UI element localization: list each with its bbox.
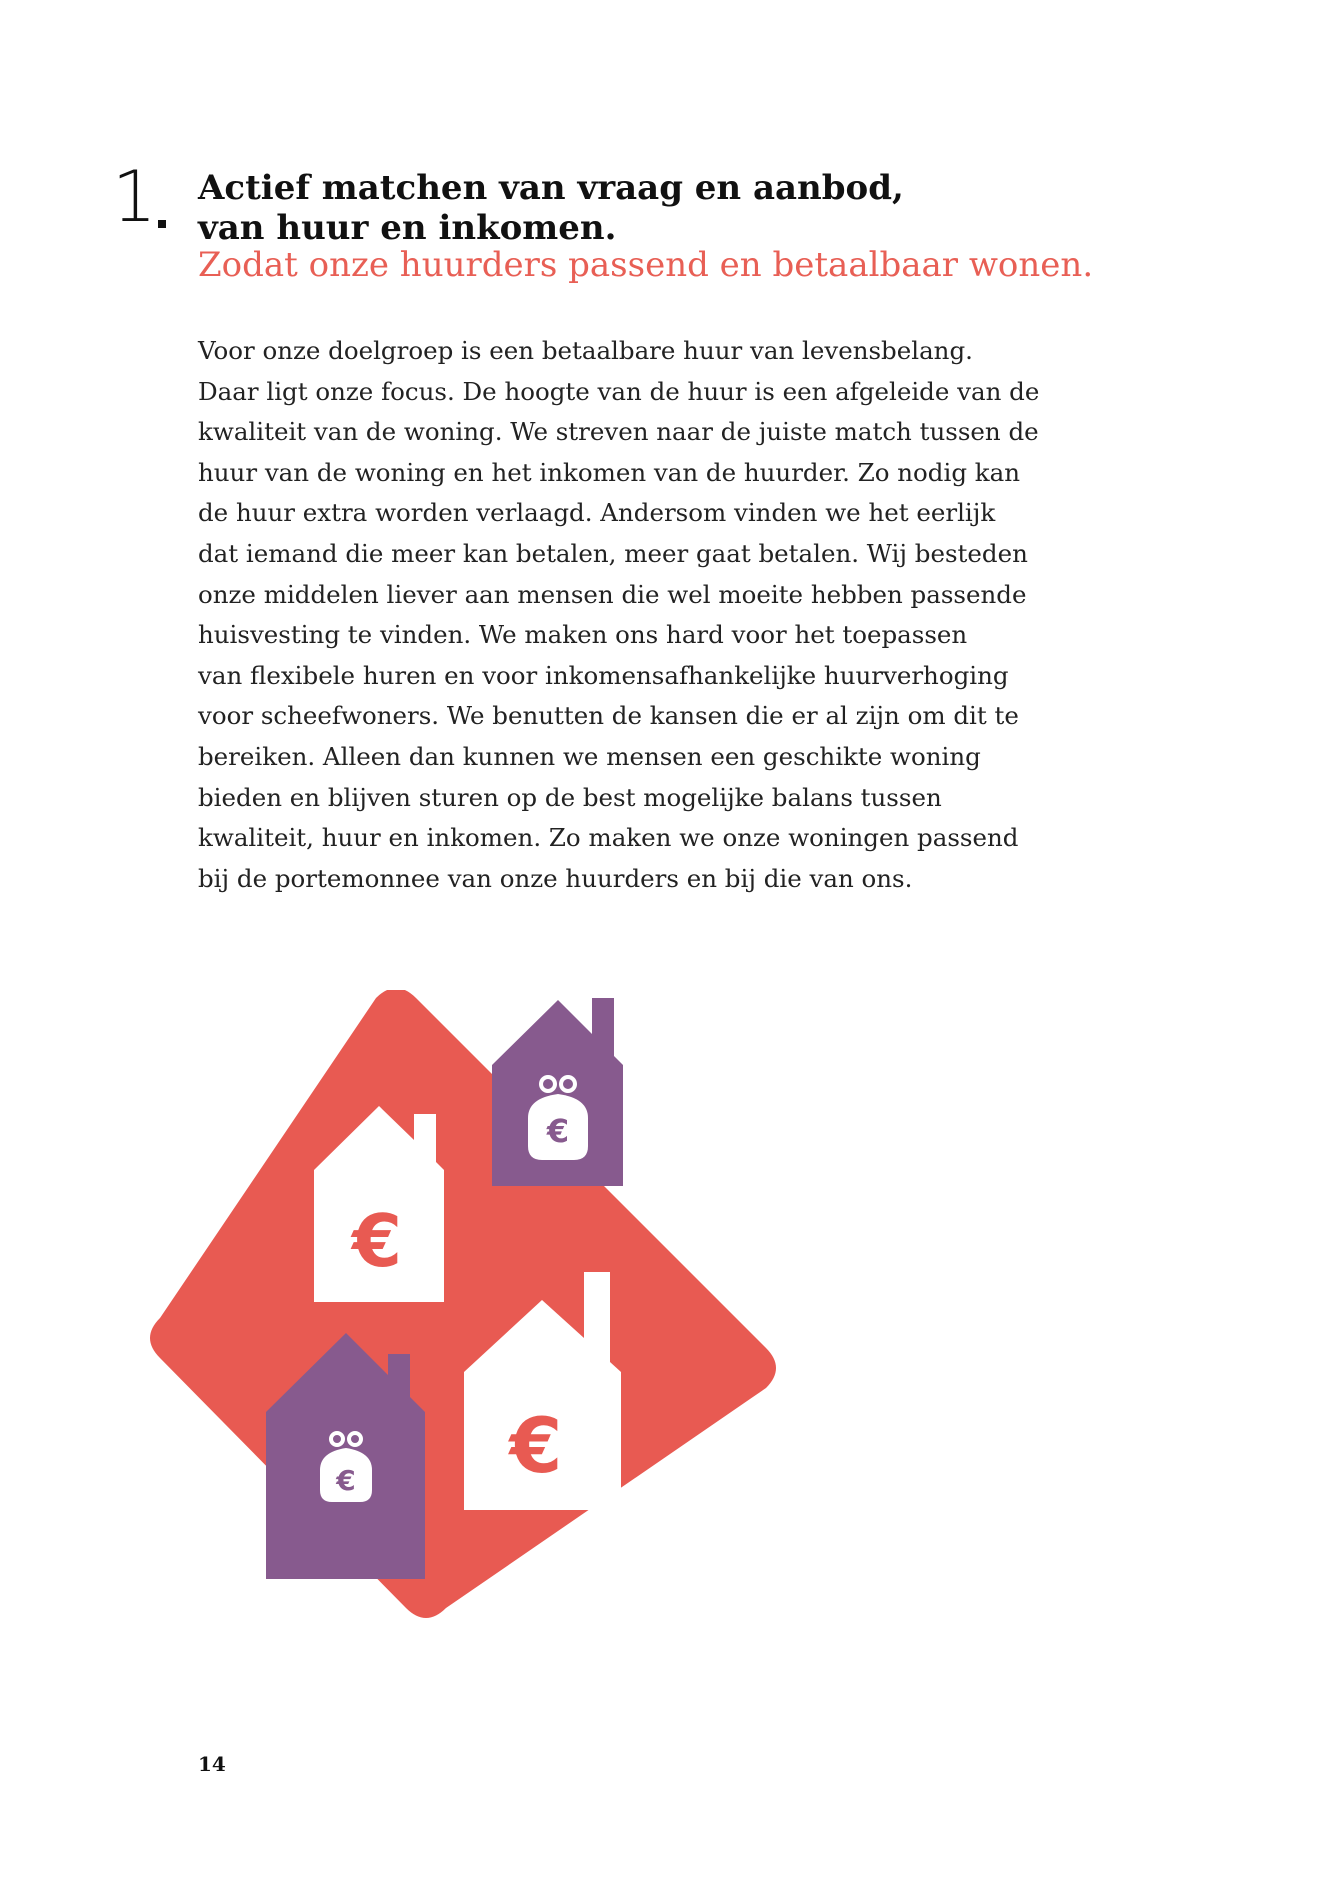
- body-line: voor scheefwoners. We benutten de kansen die er al zijn om dit te: [198, 701, 1019, 731]
- body-line: bieden en blijven sturen op de best mogelijke balans tussen: [198, 782, 942, 812]
- chapter-subtitle: Zodat onze huurders passend en betaalbaar wonen.: [198, 245, 1094, 285]
- euro-symbol: €: [351, 1199, 403, 1283]
- chapter-heading: [198, 168, 1198, 248]
- page-number: 14: [198, 1752, 226, 1776]
- body-line: kwaliteit van de woning. We streven naar de juiste match tussen de: [198, 417, 1039, 447]
- euro-symbol: €: [546, 1112, 570, 1150]
- body-line: huur van de woning en het inkomen van de huurder. Zo nodig kan: [198, 457, 1021, 487]
- euro-symbol: €: [336, 1464, 356, 1497]
- body-line: de huur extra worden verlaagd. Andersom vinden we het eerlijk: [198, 498, 996, 528]
- chapter-number-dot: [158, 220, 166, 228]
- euro-symbol: €: [509, 1401, 563, 1490]
- heading-line-1: Actief matchen van vraag en aanbod,: [198, 168, 904, 208]
- body-line: bij de portemonnee van onze huurders en bij die van ons.: [198, 863, 913, 893]
- heading-line-2: van huur en inkomen.: [198, 208, 617, 248]
- house-purse-icon: [492, 998, 623, 1186]
- body-line: kwaliteit, huur en inkomen. Zo maken we onze woningen passend: [198, 823, 1019, 853]
- body-line: huisvesting te vinden. We maken ons hard voor het toepassen: [198, 620, 968, 650]
- body-line: bereiken. Alleen dan kunnen we mensen een geschikte woning: [198, 741, 981, 771]
- body-line: dat iemand die meer kan betalen, meer gaat betalen. Wij besteden: [198, 538, 1028, 568]
- body-paragraph: [198, 331, 1138, 899]
- body-line: onze middelen liever aan mensen die wel moeite hebben passende: [198, 579, 1027, 609]
- body-line: Daar ligt onze focus. De hoogte van de huur is een afgeleide van de: [198, 376, 1040, 406]
- chapter-number: 1: [112, 156, 157, 238]
- body-line: Voor onze doelgroep is een betaalbare huur van levensbelang.: [198, 336, 973, 365]
- body-line: van flexibele huren en voor inkomensafhankelijke huurverhoging: [198, 660, 1009, 690]
- diamond-shape: [150, 990, 776, 1618]
- housing-illustration: [140, 990, 800, 1630]
